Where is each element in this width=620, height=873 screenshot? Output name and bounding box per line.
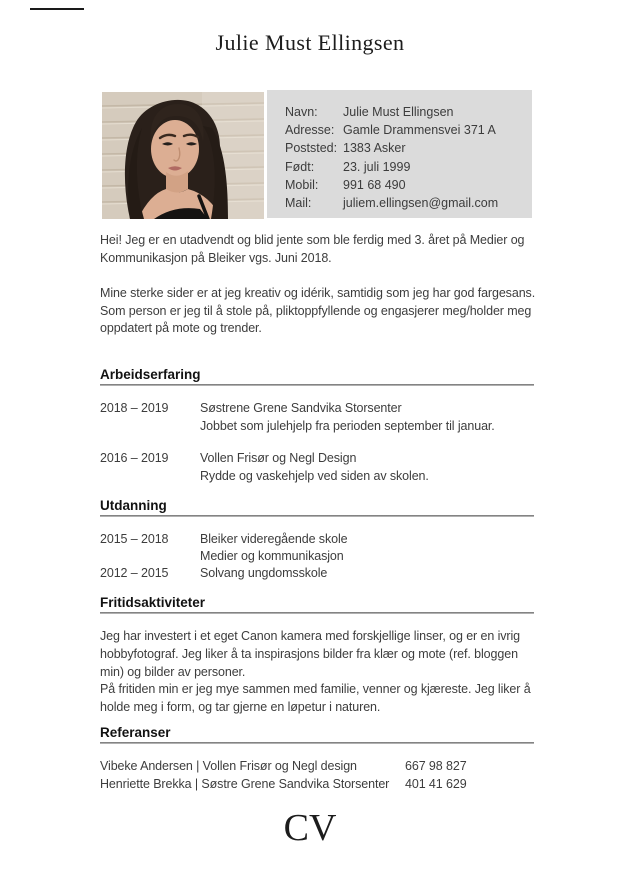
section-education [100,497,534,583]
info-row-fodt [285,158,532,176]
info-value: juliem.ellingsen@gmail.com [343,196,499,211]
reference-row [100,776,534,794]
info-value: 1383 Asker [343,141,406,156]
section-rule [100,742,534,744]
personal-info-box [267,90,532,218]
info-label: Adresse: [285,123,335,138]
hobbies-heading: Fritidsaktiviteter [100,595,206,610]
entry-period: 2016 – 2019 [100,451,169,465]
info-row-navn [285,103,532,121]
info-label: Født: [285,159,315,174]
reference-phone: 401 41 629 [405,776,467,791]
work-entry [100,400,534,435]
section-rule [100,612,534,614]
work-entry [100,450,534,485]
education-entry [100,531,534,565]
hobbies-paragraph-1: Jeg har investert i et eget Canon kamera med forskjellige linser, og er en ivrig hobbyfotograf. Jeg liker å ta inspirasjons bilder fra klær og mote (ref. bloggen min) og bilder av personer. [100,629,520,679]
entry-period: 2012 – 2015 [100,566,169,581]
intro-text [100,232,538,356]
entry-title: Søstrene Grene Sandvika Storsenter [200,401,402,415]
info-label: Navn: [285,105,318,119]
info-row-mail [285,194,532,212]
intro-paragraph-1: Hei! Jeg er en utadvendt og blid jente som ble ferdig med 3. året på Medier og Kommunikasjon på Bleiker vgs. Juni 2018. [100,233,525,265]
info-label: Mail: [285,196,312,211]
section-rule [100,384,534,386]
info-row-poststed [285,139,532,157]
info-value: Gamle Drammensvei 371 A [343,123,496,138]
entry-description: Rydde og vaskehjelp ved siden av skolen. [200,468,429,483]
info-label: Poststed: [285,141,338,156]
page-title: Julie Must Ellingsen [215,30,405,55]
top-left-rule [30,8,84,10]
reference-name: Henriette Brekka | Søstre Grene Sandvika Storsenter [100,776,390,791]
reference-row [100,758,534,776]
portrait-photo [102,92,264,219]
info-value: Julie Must Ellingsen [343,105,454,119]
info-label: Mobil: [285,177,319,192]
info-row-mobil [285,176,532,194]
section-references [100,724,534,793]
hobbies-paragraph-2: På fritiden min er jeg mye sammen med familie, venner og kjæreste. Jeg liker å holde meg i form, og tar gjerne en løpetur i naturen. [100,682,531,715]
info-value: 23. juli 1999 [343,159,411,174]
entry-title: Solvang ungdomsskole [200,566,328,581]
footer-cv-label: CV [283,807,337,849]
references-heading: Referanser [100,725,171,740]
info-row-adresse [285,121,532,139]
intro-paragraph-2: Mine sterke sider er at jeg kreativ og idérik, samtidig som jeg har god fargesans. Som person er jeg til å stole på, pliktoppfyllende og engasjerer meg/holder meg oppdatert på mote og trender. [100,286,536,335]
work-heading: Arbeidserfaring [100,367,201,382]
info-value: 991 68 490 [343,177,406,192]
reference-name: Vibeke Andersen | Vollen Frisør og Negl design [100,759,357,773]
section-rule [100,515,534,517]
entry-title: Vollen Frisør og Negl Design [200,451,357,465]
education-entry [100,565,534,582]
reference-phone: 667 98 827 [405,759,467,773]
entry-description: Medier og kommunikasjon [200,549,344,564]
profile-section [102,90,534,219]
entry-period: 2018 – 2019 [100,401,169,415]
education-heading: Utdanning [100,498,167,513]
entry-period: 2015 – 2018 [100,532,169,546]
entry-title: Bleiker videregående skole [200,532,348,546]
entry-description: Jobbet som julehjelp fra perioden september til januar. [200,418,495,433]
section-hobbies [100,594,534,717]
section-work-experience [100,366,534,500]
